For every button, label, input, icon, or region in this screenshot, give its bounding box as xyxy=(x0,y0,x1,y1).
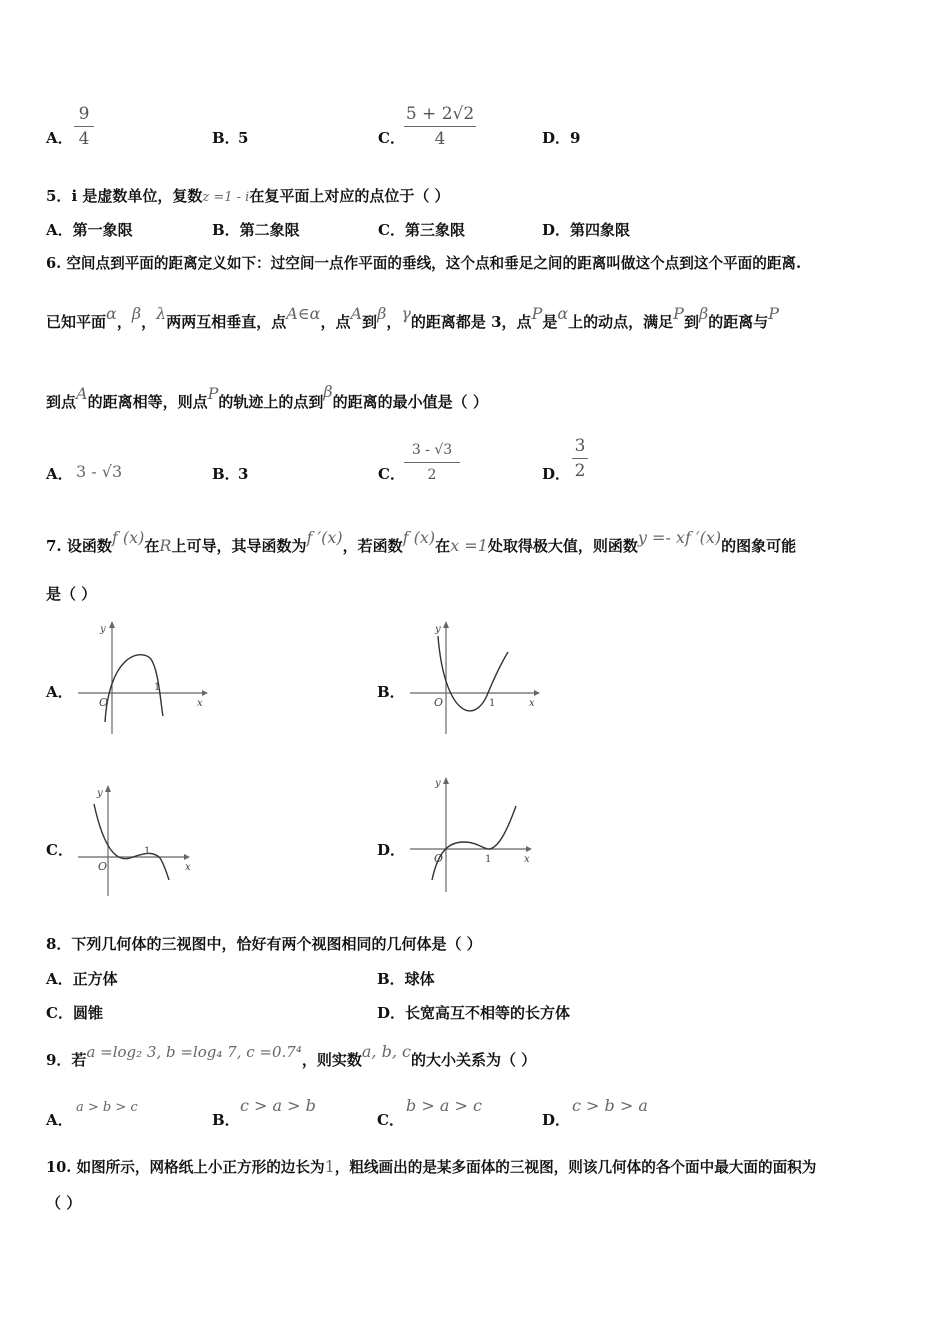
q9-text: 9．若 xyxy=(46,1051,87,1069)
q6-text: 到点 xyxy=(46,393,77,411)
q10-line-2: （ ） xyxy=(46,1194,82,1212)
q5-option-d: D．第四象限 xyxy=(542,221,631,239)
q5-option-a: A．第一象限 xyxy=(46,221,133,239)
q7-option-b-label: B． xyxy=(377,683,405,701)
y-axis-arrow-icon xyxy=(105,785,111,792)
q6-beta: β xyxy=(323,382,333,401)
q6-text: 的距离都是 3，点 xyxy=(410,313,532,331)
q6-option-d-label: D． xyxy=(542,465,571,483)
q9-option-b-label: B． xyxy=(212,1111,240,1129)
y-axis-arrow-icon xyxy=(109,621,115,628)
q4-option-a-label: A． xyxy=(46,129,73,147)
q9-option-d-value: c > b > a xyxy=(572,1096,648,1115)
q6-beta: β xyxy=(377,304,387,323)
origin-label: O xyxy=(99,696,109,709)
q6-point-p: P xyxy=(531,304,543,323)
q6-option-b-label: B． xyxy=(212,465,240,483)
q6-option-a-label: A． xyxy=(46,465,73,483)
q6-text: 到 xyxy=(362,313,378,331)
x-label: x xyxy=(185,862,191,873)
q8-option-d: D．长宽高互不相等的长方体 xyxy=(377,1004,571,1022)
q9-text: 的大小关系为（ ） xyxy=(410,1051,537,1069)
q6-option-a-value: 3 - √3 xyxy=(76,462,123,481)
q7-f-prime-x: f ′(x) xyxy=(306,528,343,547)
q7-text: 在 xyxy=(435,537,451,555)
q9-option-a-label: A． xyxy=(46,1111,73,1129)
q7-option-d-label: D． xyxy=(377,841,406,859)
q7-f-of-x: f (x) xyxy=(402,528,436,547)
q6-option-c-fraction xyxy=(404,440,460,485)
x-label: x xyxy=(524,854,530,865)
x-axis-arrow-icon xyxy=(184,854,190,860)
q6-alpha: α xyxy=(557,304,569,323)
q7-option-a-label: A． xyxy=(46,683,73,701)
q7-graph-d xyxy=(404,772,544,897)
q7-y-expression: y =- xf ′(x) xyxy=(637,528,722,547)
y-label: y xyxy=(435,624,441,635)
q4-option-b-label: B． xyxy=(212,129,240,147)
q10-text: 10. 如图所示，网格纸上小正方形的边长为 xyxy=(46,1159,325,1176)
q7-graph-a xyxy=(72,618,212,738)
q4-option-a-fraction xyxy=(74,104,94,149)
q6-line-3 xyxy=(46,382,488,412)
q4-c-numerator: 5 + 2√2 xyxy=(405,104,475,124)
q9-option-d-label: D． xyxy=(542,1111,571,1129)
q5-option-c: C．第三象限 xyxy=(378,221,465,239)
q6-text: 到 xyxy=(683,313,699,331)
q6-text: 的距离相等，则点 xyxy=(87,393,208,411)
q4-option-d-label: D． xyxy=(542,129,571,147)
tick-1-label: 1 xyxy=(485,854,492,865)
q6-point-a: A xyxy=(76,384,88,403)
y-label: y xyxy=(100,624,106,635)
q6-comma: ， xyxy=(116,313,132,331)
q7-text: ，若函数 xyxy=(342,537,403,555)
x-axis-arrow-icon xyxy=(526,846,532,852)
q4-option-b-value: 5 xyxy=(238,129,249,147)
q10-one: 1 xyxy=(324,1157,335,1176)
tick-1-label: 1 xyxy=(154,682,161,693)
y-label: y xyxy=(97,788,103,799)
q6-d-numerator: 3 xyxy=(574,436,586,456)
tick-1-label: 1 xyxy=(144,846,151,857)
q8-option-c: C．圆锥 xyxy=(46,1004,103,1022)
q9-stem xyxy=(46,1042,537,1070)
q7-x-equals-1: x =1 xyxy=(450,536,488,555)
y-label: y xyxy=(435,778,441,789)
q6-d-denominator: 2 xyxy=(574,461,586,481)
q5-text-1: i 是虚数单位，复数 xyxy=(71,187,203,205)
x-label: x xyxy=(529,698,535,709)
q5-text-2: 在复平面上对应的点位于（ ） xyxy=(249,187,450,205)
q6-a-in-alpha: A∈α xyxy=(286,304,321,323)
q9-text: ，则实数 xyxy=(301,1051,362,1069)
q7-option-c-label: C． xyxy=(46,841,73,859)
y-axis-arrow-icon xyxy=(443,777,449,784)
y-axis-arrow-icon xyxy=(443,621,449,628)
q6-text: 的距离与 xyxy=(708,313,769,331)
x-axis-arrow-icon xyxy=(534,690,540,696)
q6-text: ，点 xyxy=(320,313,351,331)
q6-comma: ， xyxy=(386,313,402,331)
q4-a-numerator: 9 xyxy=(78,104,90,124)
q6-text: 上的动点，满足 xyxy=(568,313,674,331)
q6-beta: β xyxy=(698,304,709,323)
q4-c-denominator: 4 xyxy=(434,129,446,149)
q6-comma: ， xyxy=(141,313,157,331)
q9-option-b-value: c > a > b xyxy=(240,1096,316,1115)
curve xyxy=(438,636,508,711)
q4-a-denominator: 4 xyxy=(78,129,90,149)
q4-option-c-fraction xyxy=(404,104,476,149)
q9-option-a-value: a > b > c xyxy=(76,1100,138,1115)
q7-r: R xyxy=(159,536,172,555)
q7-line-1 xyxy=(46,528,797,556)
q7-f-of-x: f (x) xyxy=(111,528,145,547)
tick-1-label: 1 xyxy=(489,698,496,709)
q8-option-a: A．正方体 xyxy=(46,970,118,988)
q6-lambda: λ xyxy=(156,304,167,323)
q6-text: 已知平面 xyxy=(46,313,107,331)
q6-text: 的轨迹上的点到 xyxy=(218,393,324,411)
origin-label: O xyxy=(98,860,108,873)
q5-option-b: B．第二象限 xyxy=(212,221,300,239)
q5-number: 5． xyxy=(46,187,72,205)
q7-line-2: 是（ ） xyxy=(46,585,97,603)
q7-text: 上可导，其导函数为 xyxy=(171,537,307,555)
q6-line-2 xyxy=(46,304,779,332)
q6-point-p: P xyxy=(673,304,684,323)
q7-graph-c xyxy=(72,780,212,900)
q8-stem: 8．下列几何体的三视图中，恰好有两个视图相同的几何体是（ ） xyxy=(46,935,482,953)
q7-text: 7. 设函数 xyxy=(46,537,112,555)
q7-graph-b xyxy=(404,618,544,738)
q4-option-c-label: C． xyxy=(378,129,405,147)
curve xyxy=(432,806,516,880)
q6-option-c-label: C． xyxy=(378,465,405,483)
q7-text: 在 xyxy=(144,537,160,555)
q6-c-numerator: 3 - √3 xyxy=(411,442,453,458)
q6-beta: β xyxy=(131,304,142,323)
q9-option-c-value: b > a > c xyxy=(406,1096,482,1115)
origin-label: O xyxy=(434,852,444,865)
q6-text: 两两互相垂直，点 xyxy=(166,313,287,331)
q10-text: ，粗线画出的是某多面体的三视图，则该几何体的各个面中最大面的面积为 xyxy=(334,1159,817,1176)
q6-c-denominator: 2 xyxy=(427,467,437,483)
q9-abc: a, b, c xyxy=(361,1042,411,1061)
q6-text: 是 xyxy=(542,313,558,331)
q9-option-c-label: C． xyxy=(377,1111,404,1129)
q6-alpha: α xyxy=(106,304,117,323)
q5-expression: z =1 - i xyxy=(202,190,250,205)
q7-text: 的图象可能 xyxy=(721,537,797,555)
x-axis-arrow-icon xyxy=(202,690,208,696)
q7-text: 处取得极大值，则函数 xyxy=(487,537,638,555)
q6-point-a: A xyxy=(350,304,363,323)
q9-expression: a =log₂ 3, b =log₄ 7, c =0.7⁴ xyxy=(86,1043,302,1061)
q6-gamma: γ xyxy=(401,304,411,323)
q6-point-p: P xyxy=(768,304,779,323)
q6-point-p: P xyxy=(207,384,219,403)
q8-option-b: B．球体 xyxy=(377,970,435,988)
q4-option-d-value: 9 xyxy=(570,129,581,147)
q6-line-1: 6. 空间点到平面的距离定义如下：过空间一点作平面的垂线，这个点和垂足之间的距离叫做这个点到这个平面的距离. xyxy=(46,255,802,272)
q10-line-1 xyxy=(46,1157,816,1178)
q6-text: 的距离的最小值是（ ） xyxy=(332,393,488,411)
q6-option-b-value: 3 xyxy=(238,465,249,483)
q6-option-d-fraction xyxy=(572,436,588,481)
q5-stem xyxy=(46,186,450,208)
origin-label: O xyxy=(434,696,444,709)
x-label: x xyxy=(197,698,203,709)
